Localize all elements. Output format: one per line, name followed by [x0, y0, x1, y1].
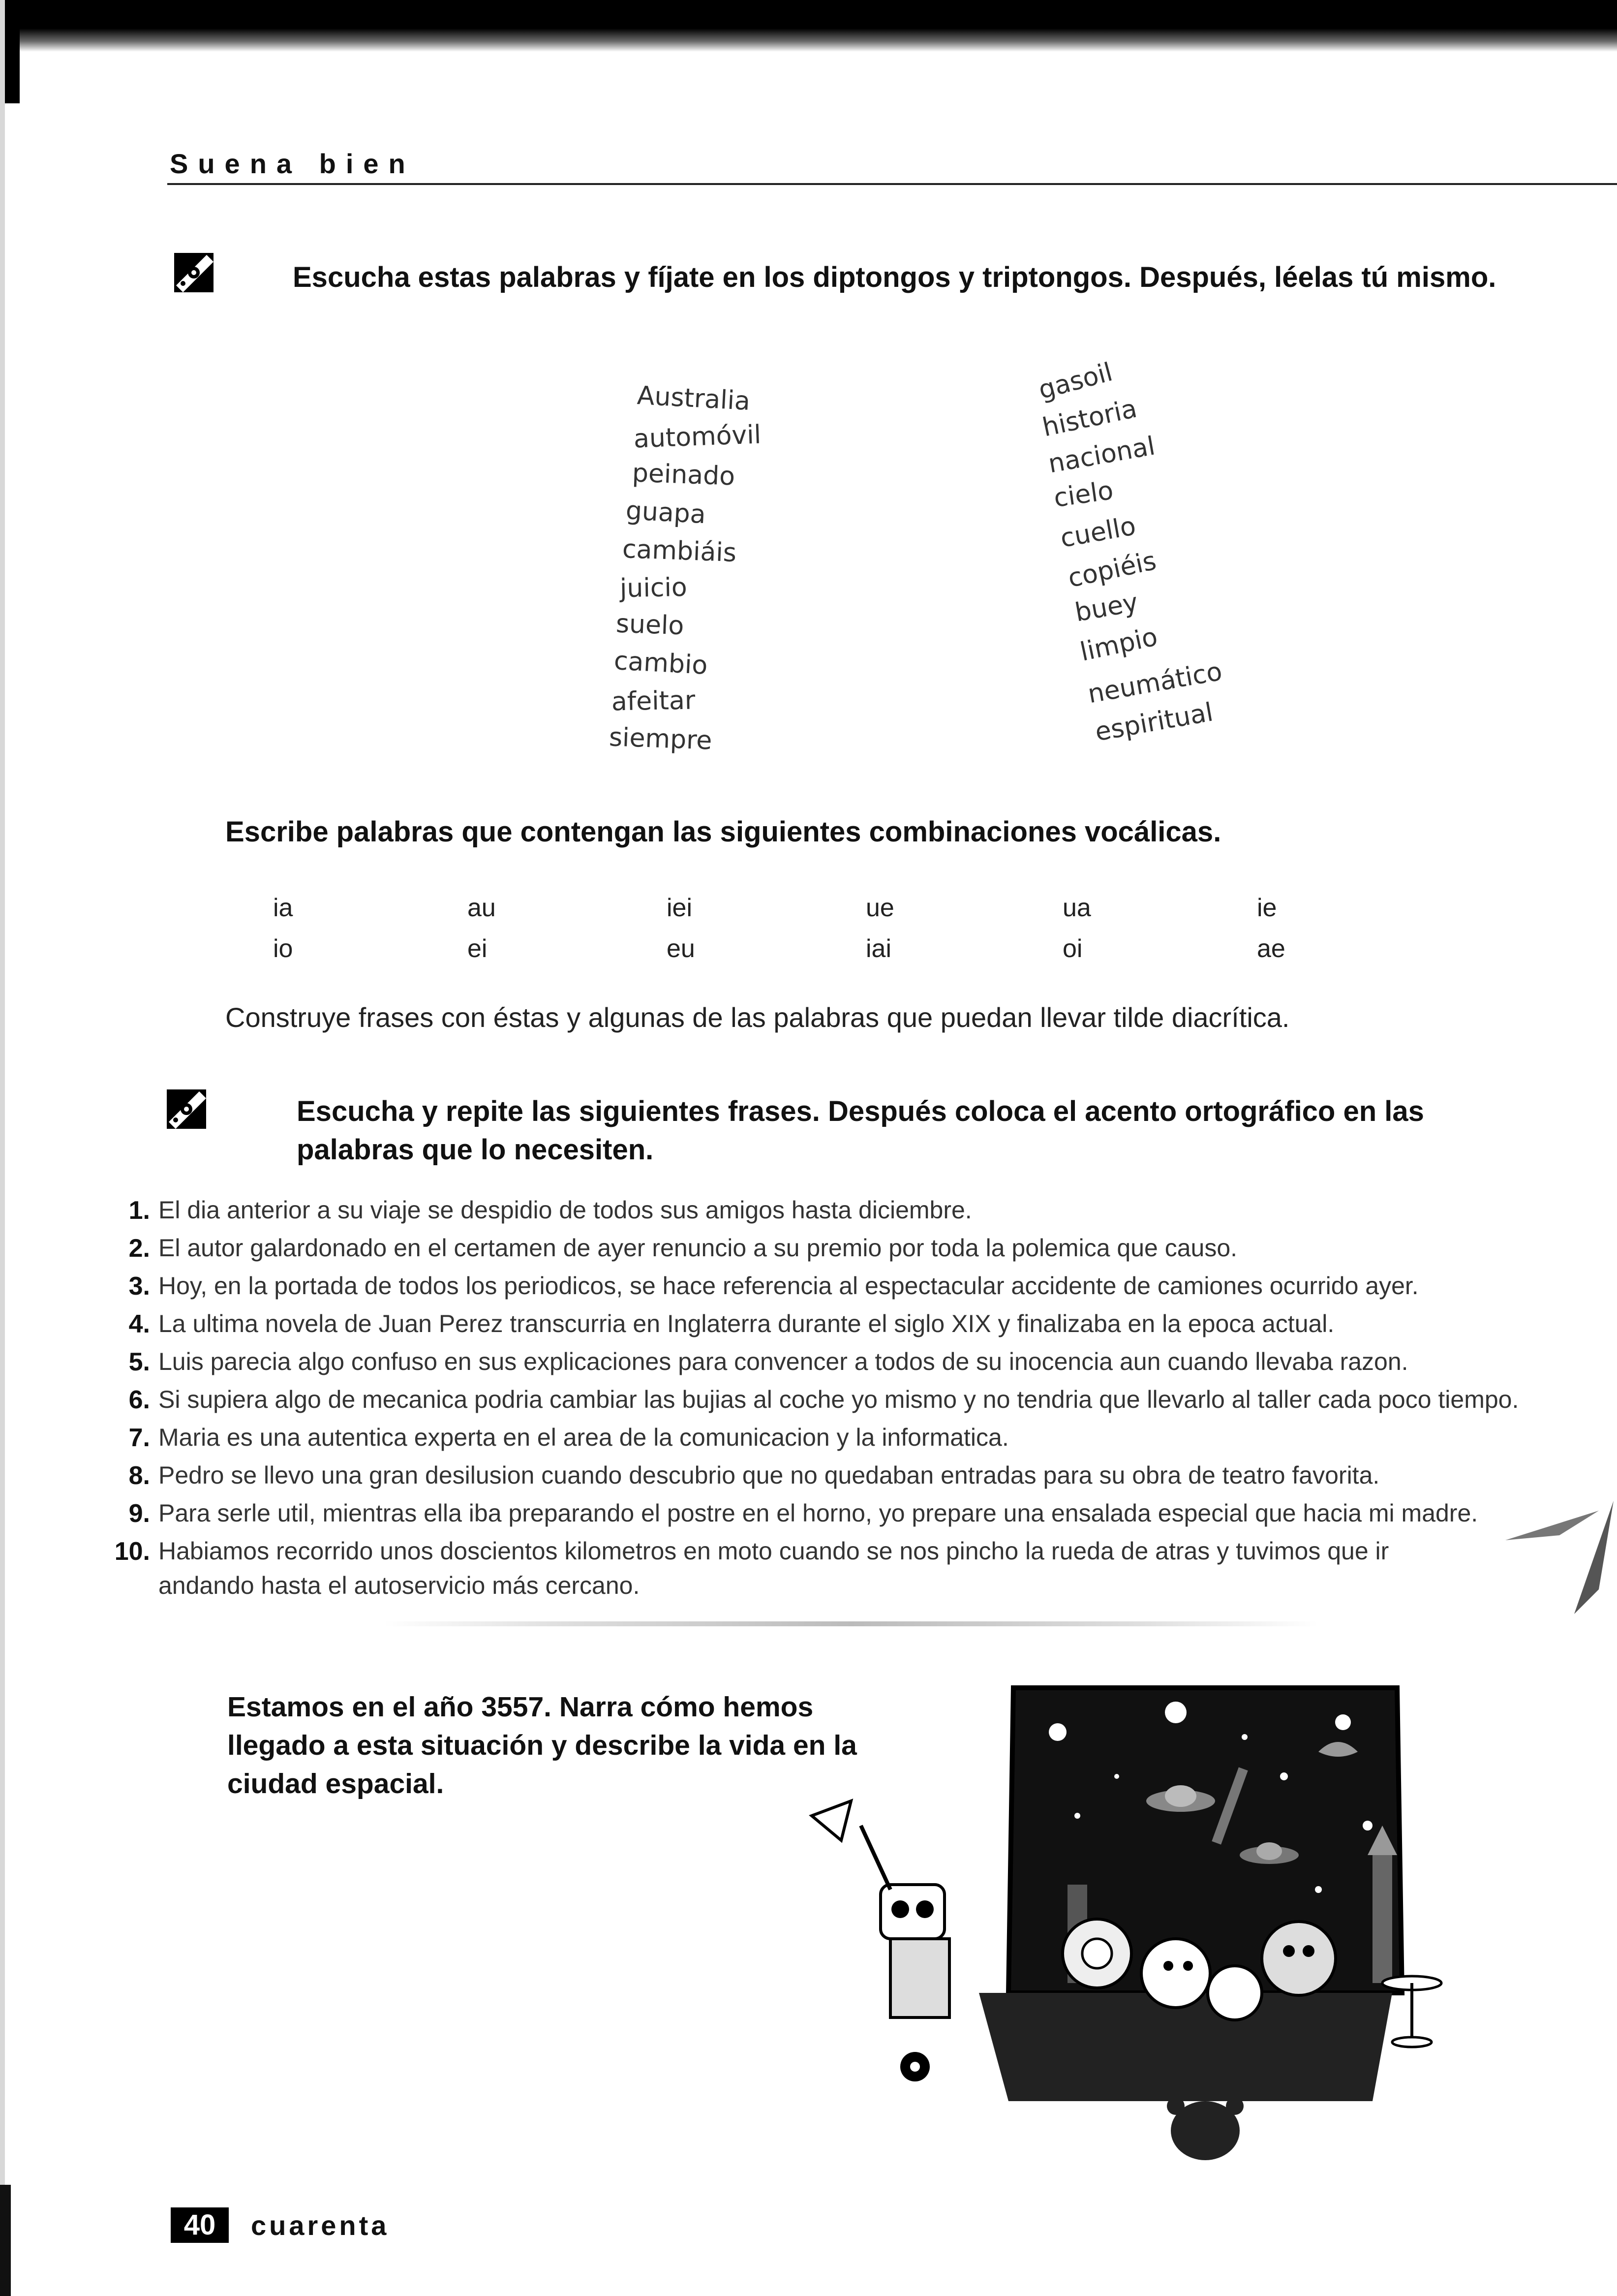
left-word: guapa	[625, 496, 707, 530]
scan-left-edge-dark	[0, 2185, 11, 2296]
sentence-text: Habiamos recorrido unos doscientos kilometros en moto cuando se nos pincho la rueda de atras y tuvimos que ir	[158, 1537, 1389, 1565]
left-word: Australia	[636, 381, 751, 416]
right-word: copiéis	[1065, 546, 1159, 594]
sentence-text: Para serle util, mientras ella iba preparando el postre en el horno, yo prepare una ensalada especial que hacia mi madre.	[158, 1499, 1478, 1527]
sentence-number: 8.	[128, 1461, 150, 1490]
exercise2-instruction: Escribe palabras que contengan las siguientes combinaciones vocálicas.	[225, 816, 1221, 848]
sentence-number: 7.	[128, 1424, 150, 1452]
exercise2-followup: Construye frases con éstas y algunas de las palabras que puedan llevar tilde diacrítica.	[225, 1002, 1290, 1033]
page-number-word: cuarenta	[251, 2210, 390, 2241]
left-word: siempre	[609, 722, 713, 756]
left-word: cambiáis	[622, 534, 737, 568]
left-word: peinado	[632, 458, 736, 492]
sentence-number: 9.	[128, 1499, 150, 1528]
vowel-combination: ei	[467, 934, 488, 963]
decorative-swoosh	[1500, 1491, 1617, 1634]
vowel-combination: io	[273, 934, 293, 963]
exercise3-instruction-line2: palabras que lo necesiten.	[297, 1134, 654, 1166]
exercise4-line2: llegado a esta situación y describe la vida en la	[227, 1730, 857, 1761]
left-word: automóvil	[633, 420, 762, 454]
right-word: buey	[1072, 588, 1140, 628]
sentence-text: Hoy, en la portada de todos los periodicos, se hace referencia al espectacular accidente de camiones ocurrido ayer.	[158, 1272, 1419, 1300]
sentence-text: El dia anterior a su viaje se despidio de todos sus amigos hasta diciembre.	[158, 1196, 972, 1224]
left-word: cambio	[613, 646, 708, 681]
vowel-combination: iai	[866, 934, 892, 963]
right-word: nacional	[1046, 431, 1158, 479]
right-word: neumático	[1085, 656, 1224, 710]
exercise3-instruction-line1: Escucha y repite las siguientes frases. Después coloca el acento ortográfico en las	[297, 1095, 1424, 1127]
right-word: gasoil	[1035, 357, 1116, 405]
vowel-combination: oi	[1063, 934, 1083, 963]
sentence-text-continuation: andando hasta el autoservicio más cercano.	[158, 1572, 640, 1599]
page-number: 40	[171, 2207, 229, 2243]
vowel-combination: iei	[667, 894, 693, 922]
sentence-number: 4.	[128, 1310, 150, 1338]
vowel-combination: ue	[866, 894, 894, 922]
vowel-combination: ae	[1257, 934, 1285, 963]
dotted-divider	[384, 1621, 1318, 1626]
cd-audio-icon	[172, 251, 215, 294]
sentence-text: El autor galardonado en el certamen de ayer renuncio a su premio por toda la polemica que causo.	[158, 1234, 1238, 1262]
sentence-number: 1.	[128, 1196, 150, 1225]
sentence-text: Si supiera algo de mecanica podria cambiar las bujias al coche yo mismo y no tendria que llevarlo al taller cada poco tiempo.	[158, 1386, 1519, 1413]
exercise4-line3: ciudad espacial.	[227, 1768, 444, 1800]
vowel-combination: ua	[1063, 894, 1091, 922]
left-word: suelo	[615, 609, 685, 641]
scan-left-edge	[0, 0, 5, 2296]
exercise1-instruction: Escucha estas palabras y fíjate en los diptongos y triptongos. Después, léelas tú mismo.	[293, 261, 1496, 293]
sentence-number: 2.	[128, 1234, 150, 1263]
right-word: limpio	[1077, 622, 1160, 667]
vowel-combination: eu	[667, 934, 695, 963]
section-title: Suena bien	[170, 148, 415, 179]
sentence-number: 6.	[128, 1386, 150, 1414]
sentence-number: 10.	[114, 1537, 150, 1566]
sentence-text: Pedro se llevo una gran desilusion cuando descubrio que no quedaban entradas para su obra de teatro favorita.	[158, 1461, 1380, 1489]
sentence-number: 5.	[128, 1348, 150, 1376]
vowel-combination: ia	[273, 894, 293, 922]
scan-shadow-top	[0, 0, 1617, 52]
right-word: cielo	[1052, 475, 1115, 514]
cd-audio-icon	[165, 1087, 208, 1131]
left-word: juicio	[619, 572, 688, 604]
exercise4-line1: Estamos en el año 3557. Narra cómo hemos	[227, 1691, 814, 1723]
right-word: cuello	[1058, 511, 1138, 554]
sentence-number: 3.	[128, 1272, 150, 1301]
sentence-text: La ultima novela de Juan Perez transcurria en Inglaterra durante el siglo XIX y finalizaba en la epoca actual.	[158, 1310, 1335, 1337]
vowel-combination: ie	[1257, 894, 1277, 922]
header-divider	[167, 183, 1617, 185]
left-word: afeitar	[611, 685, 696, 717]
space-city-illustration	[802, 1678, 1451, 2170]
sentence-text: Luis parecia algo confuso en sus explicaciones para convencer a todos de su inocencia aun cuando llevaba razon.	[158, 1348, 1408, 1375]
sentence-text: Maria es una autentica experta en el area de la comunicacion y la informatica.	[158, 1424, 1009, 1451]
vowel-combination: au	[467, 894, 496, 922]
right-word: historia	[1039, 394, 1140, 443]
right-word: espiritual	[1093, 697, 1216, 747]
